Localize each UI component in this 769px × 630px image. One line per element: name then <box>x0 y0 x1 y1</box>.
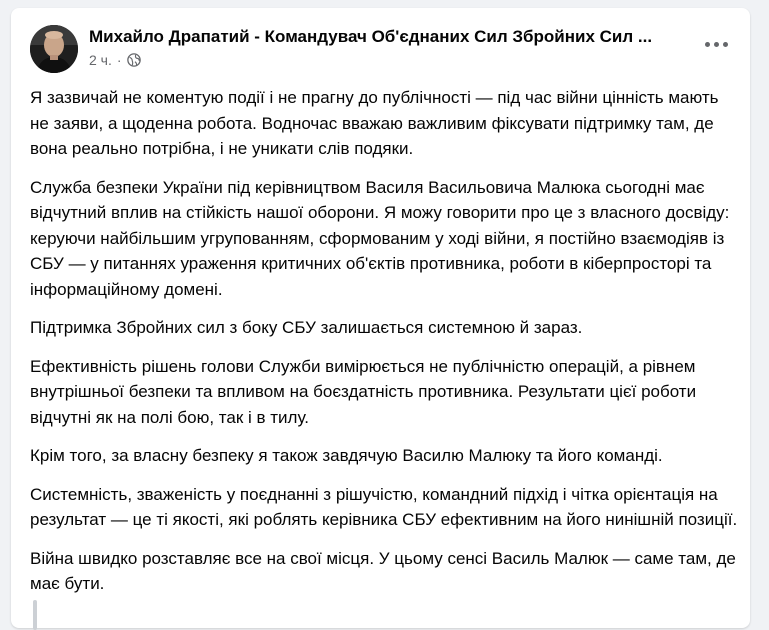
post-paragraph: Війна швидко розставляє все на свої місця. У цьому сенсі Василь Малюк — саме там, де має бути. <box>30 548 736 593</box>
post-paragraph: Служба безпеки України під керівництвом Василя Васильовича Малюка сьогодні має відчутний вплив на стійкість нашої оборони. Я можу говорити про це з власного досвіду: керуючи найбільшим угрупованням, сформованим у ході війни, я постійно взаємодіяв із СБУ — у питаннях ураження критичних об'єктів противника, роботи в кіберпросторі та інформаційному домені. <box>30 177 730 299</box>
post-paragraph: Підтримка Збройних сил з боку СБУ залишається системною й зараз. <box>30 318 583 337</box>
meta-separator: · <box>116 52 122 68</box>
avatar[interactable] <box>30 25 78 73</box>
quote-bar <box>33 600 37 630</box>
post-meta <box>89 51 141 69</box>
post-header <box>11 8 750 78</box>
post-paragraph: Ефективність рішень голови Служби вимірюється не публічністю операцій, а рівнем внутрішньої безпеки та впливом на боєздатність противника. Результати цієї роботи відчутні як на полі бою, так і в тилу. <box>30 356 697 427</box>
post-paragraph: Крім того, за власну безпеку я також завдячую Василю Малюку та його команді. <box>30 446 663 465</box>
post-paragraph: Системність, зваженість у поєднанні з рішучістю, командний підхід і чітка орієнтація на результат — це ті якості, які роблять керівника СБУ ефективним на його нинішній позиції. <box>30 484 738 529</box>
post-card <box>11 8 750 628</box>
more-options-icon[interactable] <box>698 32 734 56</box>
avatar-photo-icon <box>30 25 78 73</box>
post-time[interactable]: 2 ч. <box>89 52 112 68</box>
post-paragraph: Я зазвичай не коментую події і не прагну до публічності — під час війни цінність мають не заяви, а щоденна робота. Водночас вважаю важливим фіксувати підтримку там, де вона реально потрібна, і не уникати слів подяки. <box>30 88 719 158</box>
globe-icon <box>127 53 141 67</box>
post-body <box>30 85 740 610</box>
author-name[interactable]: Михайло Драпатий - Командувач Об'єднаних Сил Збройних Сил ... <box>89 27 653 46</box>
